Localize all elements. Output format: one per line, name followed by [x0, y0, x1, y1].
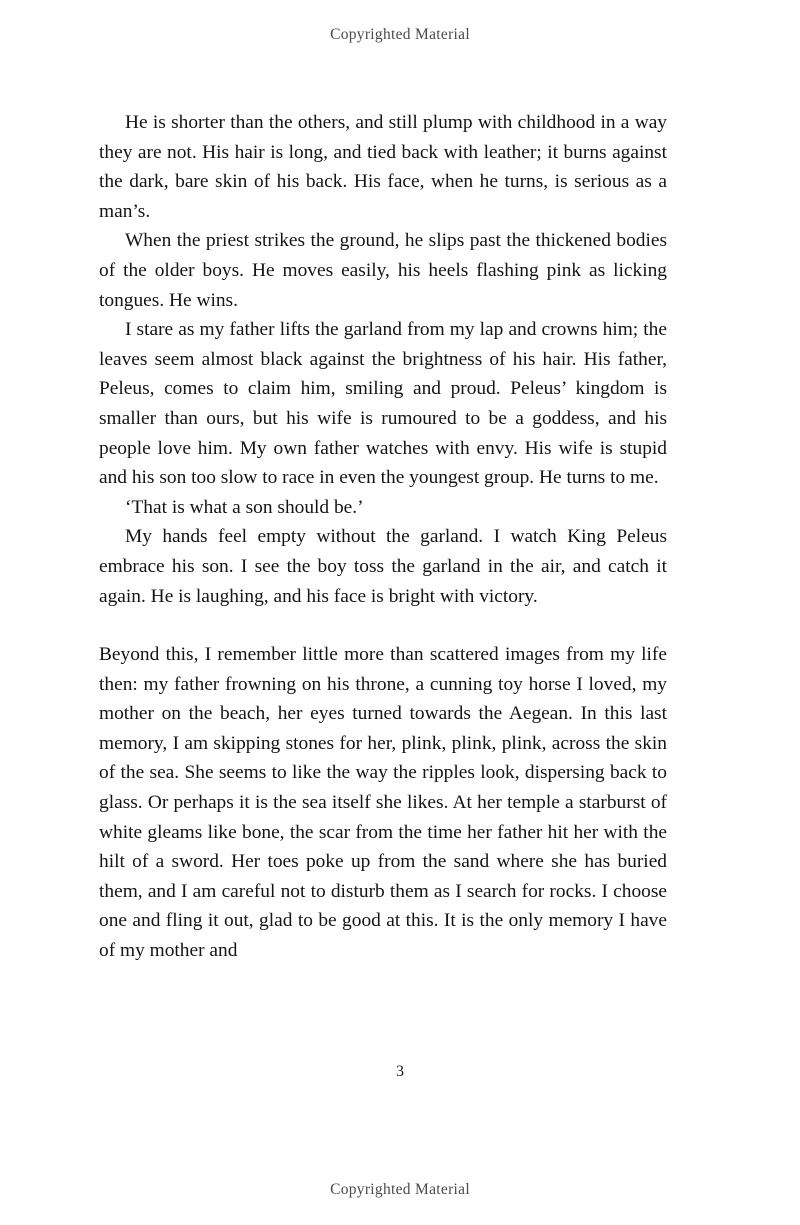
paragraph-break-spacer [99, 611, 667, 640]
paragraph-2: When the priest strikes the ground, he slips past the thickened bodies of the older boys. He moves easily, his heels flashing pink as licking tongues. He wins. [99, 230, 667, 311]
copyright-watermark-bottom: Copyrighted Material [330, 1181, 470, 1198]
page-number: 3 [396, 1063, 404, 1080]
copyright-watermark-top: Copyrighted Material [330, 26, 470, 43]
paragraph-5: My hands feel empty without the garland. I watch King Peleus embrace his son. I see the boy toss the garland in the air, and catch it again. He is laughing, and his face is bright with victory. [99, 526, 667, 607]
body-text [99, 108, 667, 966]
paragraph-6: Beyond this, I remember little more than scattered images from my life then: my father frowning on his throne, a cunning toy horse I loved, my mother on the beach, her eyes turned towards the Aegean. In this last memory, I am skipping stones for her, plink, plink, plink, across the skin of the sea. She seems to like the way the ripples look, dispersing back to glass. Or perhaps it is the sea itself she likes. At her temple a starburst of white gleams like bone, the scar from the time her father hit her with the hilt of a sword. Her toes poke up from the sand where she has buried them, and I am careful not to disturb them as I search for rocks. I choose one and fling it out, glad to be good at this. It is the only memory I have of my mother and [99, 644, 667, 962]
paragraph-1: He is shorter than the others, and still plump with childhood in a way they are not. His hair is long, and tied back with leather; it burns against the dark, bare skin of his back. His face, when he turns, is serious as a man’s. [99, 112, 667, 222]
paragraph-4: ‘That is what a son should be.’ [125, 496, 364, 518]
paragraph-3: I stare as my father lifts the garland from my lap and crowns him; the leaves seem almost black against the brightness of his hair. His father, Peleus, comes to claim him, smiling and proud. Peleus’ kingdom is smaller than ours, but his wife is rumoured to be a goddess, and his people love him. My own father watches with envy. His wife is stupid and his son too slow to race in even the youngest group. He turns to me. [99, 319, 667, 489]
